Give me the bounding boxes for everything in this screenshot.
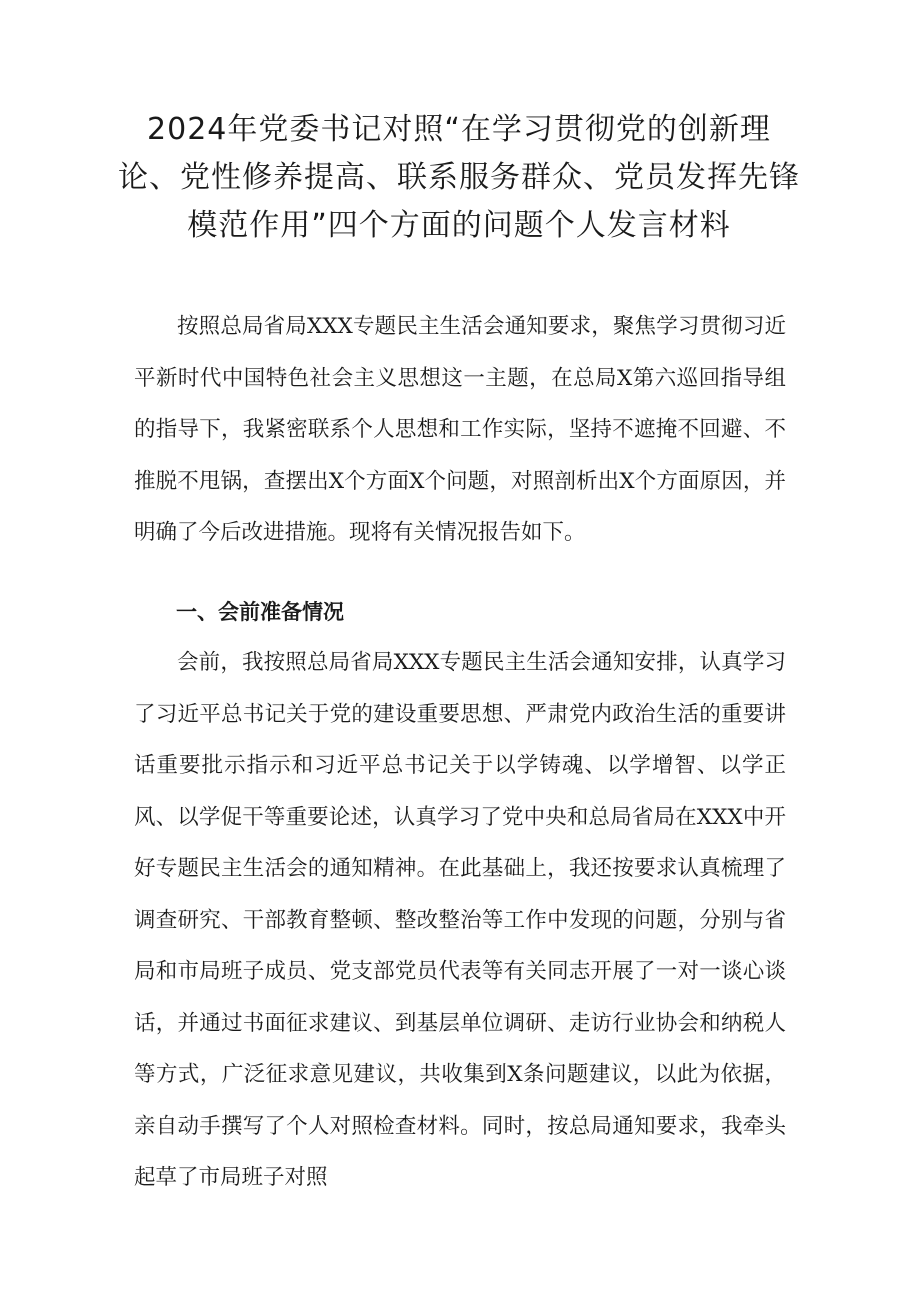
section-paragraph: 会前，我按照总局省局XXX专题民主生活会通知安排，认真学习了习近平总书记关于党的建设重要思想、严肃党内政治生活的重要讲话重要批示指示和习近平总书记关于以学铸魂、以学增智、以学正风、以学促干等重要论述，认真学习了党中央和总局省局在XXX中开好专题民主生活会的通知精神。在此基础上，我还按要求认真梳理了调查研究、干部教育整顿、整改整治等工作中发现的问题，分别与省局和市局班子成员、党支部党员代表等有关同志开展了一对一谈心谈话，并通过书面征求建议、到基层单位调研、走访行业协会和纳税人等方式，广泛征求意见建议，共收集到X条问题建议，以此为依据，亲自动手撰写了个人对照检查材料。同时，按总局通知要求，我牵头起草了市局班子对照 <box>134 650 786 1190</box>
document-title: 2024年党委书记对照“在学习贯彻党的创新理论、党性修养提高、联系服务群众、党员发挥先锋模范作用”四个方面的问题个人发言材料 <box>118 112 800 243</box>
intro-paragraph: 按照总局省局XXX专题民主生活会通知要求，聚焦学习贯彻习近平新时代中国特色社会主义思想这一主题，在总局X第六巡回指导组的指导下，我紧密联系个人思想和工作实际，坚持不遮掩不回避、不推脱不甩锅，查摆出X个方面X个问题，对照剖析出X个方面原因，并明确了今后改进措施。现将有关情况报告如下。 <box>134 314 786 545</box>
section-heading: 一、会前准备情况 <box>176 600 344 624</box>
